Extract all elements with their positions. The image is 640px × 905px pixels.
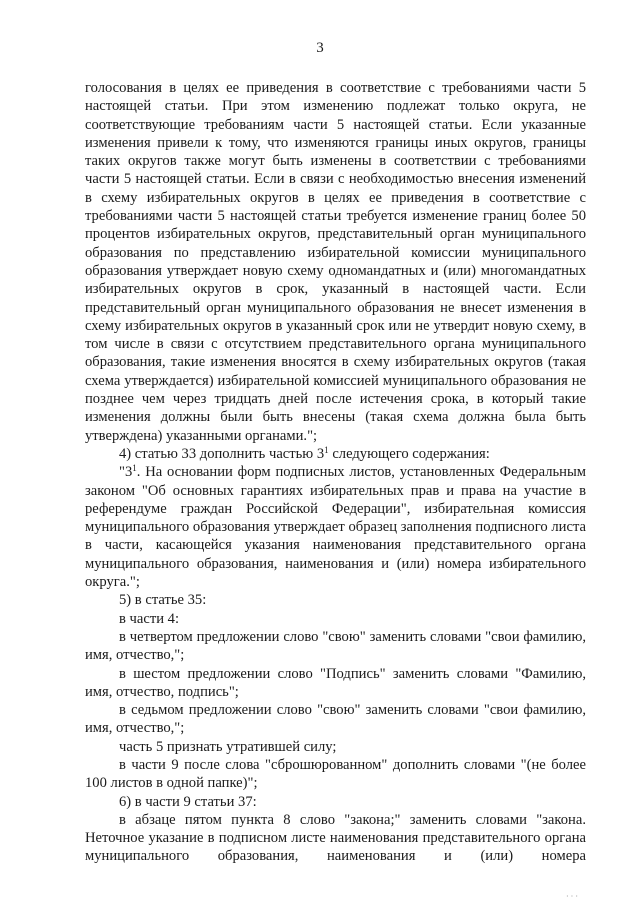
paragraph-seventh-sentence: в седьмом предложении слово "свою" заменить словами "свои фамилию, имя, отчество,"; [85,702,586,737]
part-3-1-number: "3 [119,464,133,481]
part-3-1-text: . На основании форм подписных листов, установленных Федеральным законом "Об основных гарантиях избирательных прав и права на участие в референдуме граждан Российской Федерации", избирательная комиссия муниципального образования утверждает образец заполнения подписного листа в части, касающейся указания наименования представительного органа муниципального образования, наименования и (или) номера избирательного округа."; [85,464,586,591]
superscript-one: 1 [324,444,329,455]
page-number: 3 [316,40,324,56]
paragraph-voting-scheme: голосования в целях ее приведения в соответствие с требованиями части 5 настоящей статьи. При этом изменению подлежат только округа, не соответствующие требованиям части 5 настоящей статьи. Если указанные изменения привели к тому, что изменяются границы иных округов, границы таких округов также могут быть изменены в соответствии с требованиями части 5 настоящей статьи. Если в связи с необходимостью внесения изменений в схему избирательных округов в целях ее приведения в соответствие с требованиями части 5 настоящей статьи требуется изменение границ более 50 процентов избирательных округов, представительный орган муниципального образования по представлению избирательной комиссии муниципального образования утверждает новую схему одномандатных и (или) многомандатных избирательных округов в срок, указанный в настоящей части. Если представительный орган муниципального образования не внесет изменения в схему избирательных округов в указанный срок или не утвердит новую схему, в том числе в связи с отсутствием представительного органа муниципального образования, такие изменения вносятся в схему избирательных округов (такая схема утверждается) избирательной комиссией муниципального образования не позднее чем через тридцать дней после истечения срока, в который такие изменения должны были быть внесены (такая схема должна была быть утверждена) указанными органами."; [85,80,586,444]
paragraph-part-9: в части 9 после слова "сброшюрованном" дополнить словами "(не более 100 листов в одной папке)"; [85,756,586,792]
paragraph-article-35: 5) в статье 35: [119,592,207,609]
paragraph-article-37: 6) в части 9 статьи 37: [119,793,257,810]
paragraph-part-3-1 [85,463,586,591]
superscript-one: 1 [132,463,137,474]
scan-footer-mark: · · · [566,892,578,901]
paragraph-part-4: в части 4: [119,610,180,627]
paragraph-sixth-sentence: в шестом предложении слово "Подпись" заменить словами "Фамилию, имя, отчество, подпись"; [85,665,586,700]
paragraph-amendment-article-33 [85,445,586,463]
paragraph-item-8: в абзаце пятом пункта 8 слово "закона;" заменить словами "закона. Неточное указание в подписном листе наименования представительного органа муниципального образования, наименования и (или) номера [85,811,586,865]
paragraph-part-5-repeal: часть 5 признать утратившей силу; [119,738,337,755]
paragraph-fourth-sentence: в четвертом предложении слово "свою" заменить словами "свои фамилию, имя, отчество,"; [85,628,586,664]
amendment-33-text: 4) статью 33 дополнить частью 3 [119,445,325,462]
amendment-33-tail: следующего содержания: [328,445,490,462]
document-body [85,79,586,866]
